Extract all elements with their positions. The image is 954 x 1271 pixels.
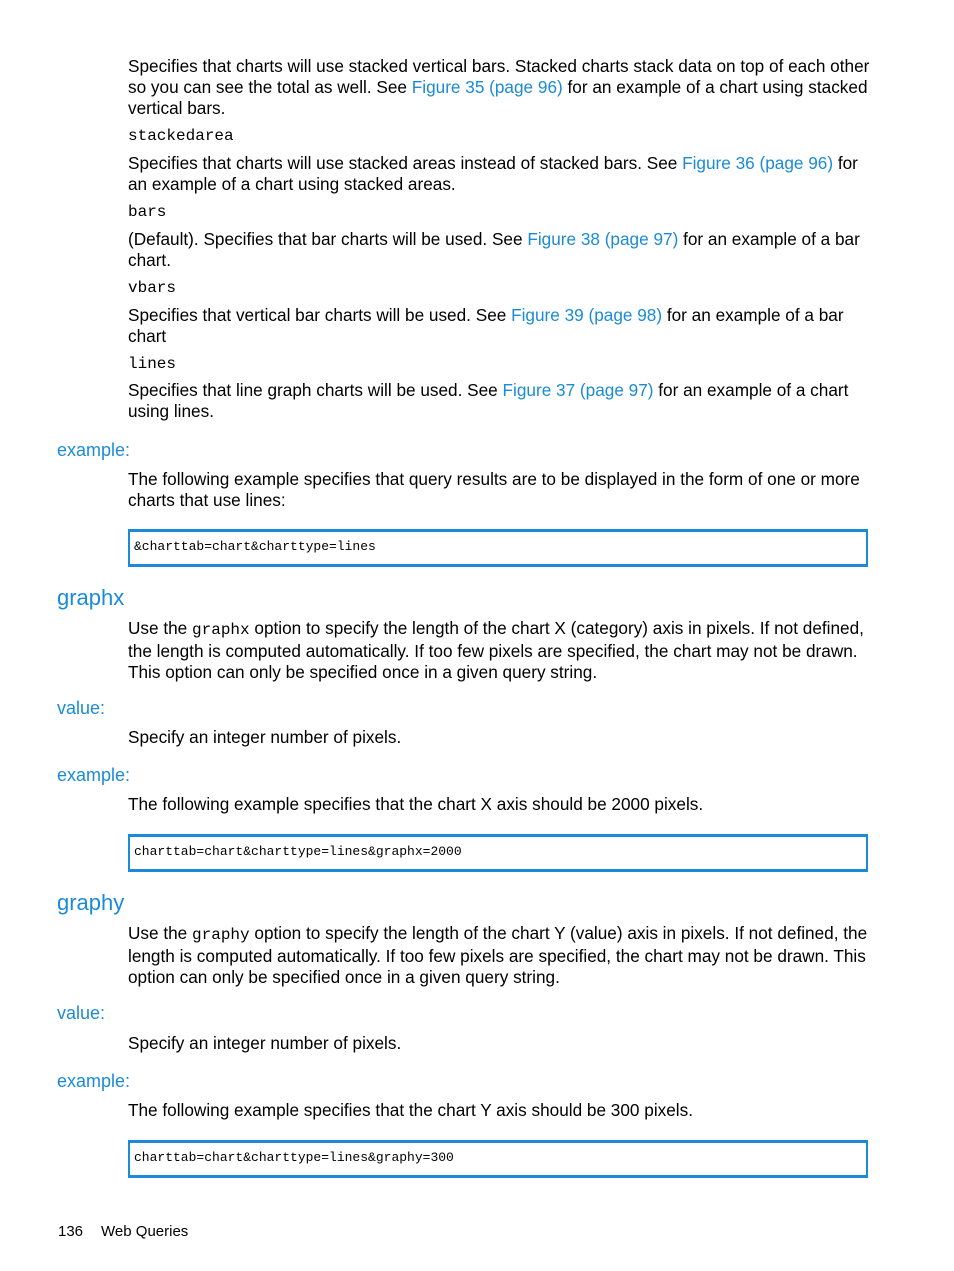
- stackedarea-description: [128, 153, 870, 195]
- text: Specifies that charts will use stacked areas instead of stacked bars. See: [128, 153, 683, 173]
- text: Specifies that vertical bar charts will be used. See: [128, 305, 512, 325]
- example-label: example:: [57, 765, 131, 785]
- figure-36-link[interactable]: Figure 36 (page 96): [682, 153, 834, 173]
- page-number: 136: [58, 1223, 84, 1240]
- vbars-description: [128, 305, 870, 347]
- inline-code: graphx: [192, 621, 250, 639]
- graphy-description: [128, 923, 870, 987]
- figure-37-link[interactable]: Figure 37 (page 97): [502, 380, 654, 400]
- figure-35-link[interactable]: Figure 35 (page 96): [411, 76, 563, 97]
- vbars-term: vbars: [128, 279, 177, 297]
- text: for an example of a bar chart: [128, 305, 844, 346]
- text: for an example of a chart using stacked vertical bars.: [128, 76, 868, 118]
- text: for an example of a chart using stacked areas.: [128, 153, 858, 194]
- value-label: value:: [57, 1003, 106, 1023]
- text: Use the: [128, 618, 193, 638]
- text: for an example of a chart using lines.: [128, 380, 849, 421]
- code-block: [128, 1140, 868, 1178]
- inline-code: graphy: [192, 926, 250, 944]
- text: option to specify the length of the chart X (category) axis in pixels. If not defined, the length is computed automatically. If too few pixels are specified, the chart may not be drawn. This option can only be specified once in a given query string.: [128, 618, 864, 682]
- text: Specifies that line graph charts will be used. See: [128, 380, 503, 400]
- figure-38-link[interactable]: Figure 38 (page 97): [527, 229, 679, 249]
- code-text: charttab=chart&charttype=lines&graphx=2000: [134, 844, 462, 859]
- lines-description: [128, 380, 870, 422]
- example-label: example:: [57, 1071, 131, 1091]
- text: Specifies that charts will use stacked vertical bars. Stacked charts stack data on top of each other so you can see the total as well. See: [128, 56, 870, 97]
- code-text: charttab=chart&charttype=lines&graphy=300: [134, 1150, 454, 1165]
- section-heading-graphy: graphy: [57, 890, 125, 915]
- text: for an example of a bar chart.: [128, 229, 860, 270]
- text: option to specify the length of the chart Y (value) axis in pixels. If not defined, the length is computed automatically. If too few pixels are specified, the chart may not be drawn. This option can only be specified once in a given query string.: [128, 923, 868, 987]
- example-text: The following example specifies that query results are to be displayed in the form of one or more charts that use lines:: [128, 469, 860, 510]
- code-block: [128, 529, 868, 567]
- section-heading-graphx: graphx: [57, 585, 125, 610]
- code-block: [128, 834, 868, 872]
- page-footer: [58, 1223, 188, 1241]
- graphx-description: [128, 618, 870, 682]
- bars-term: bars: [128, 203, 167, 221]
- example-label: example:: [57, 440, 131, 460]
- text: Use the: [128, 923, 193, 943]
- bars-description: [128, 229, 870, 271]
- example-text: The following example specifies that the chart X axis should be 2000 pixels.: [128, 794, 704, 814]
- lines-term: lines: [128, 355, 177, 373]
- value-text: Specify an integer number of pixels.: [128, 727, 402, 747]
- code-text: &charttab=chart&charttype=lines: [134, 539, 376, 554]
- value-text: Specify an integer number of pixels.: [128, 1033, 402, 1053]
- section-name: Web Queries: [101, 1223, 189, 1240]
- example-text: The following example specifies that the chart Y axis should be 300 pixels.: [128, 1100, 693, 1120]
- value-label: value:: [57, 698, 106, 718]
- figure-39-link[interactable]: Figure 39 (page 98): [511, 305, 663, 325]
- text: (Default). Specifies that bar charts will be used. See: [128, 229, 528, 249]
- stacked-description: [128, 56, 870, 118]
- stackedarea-term: stackedarea: [128, 127, 234, 145]
